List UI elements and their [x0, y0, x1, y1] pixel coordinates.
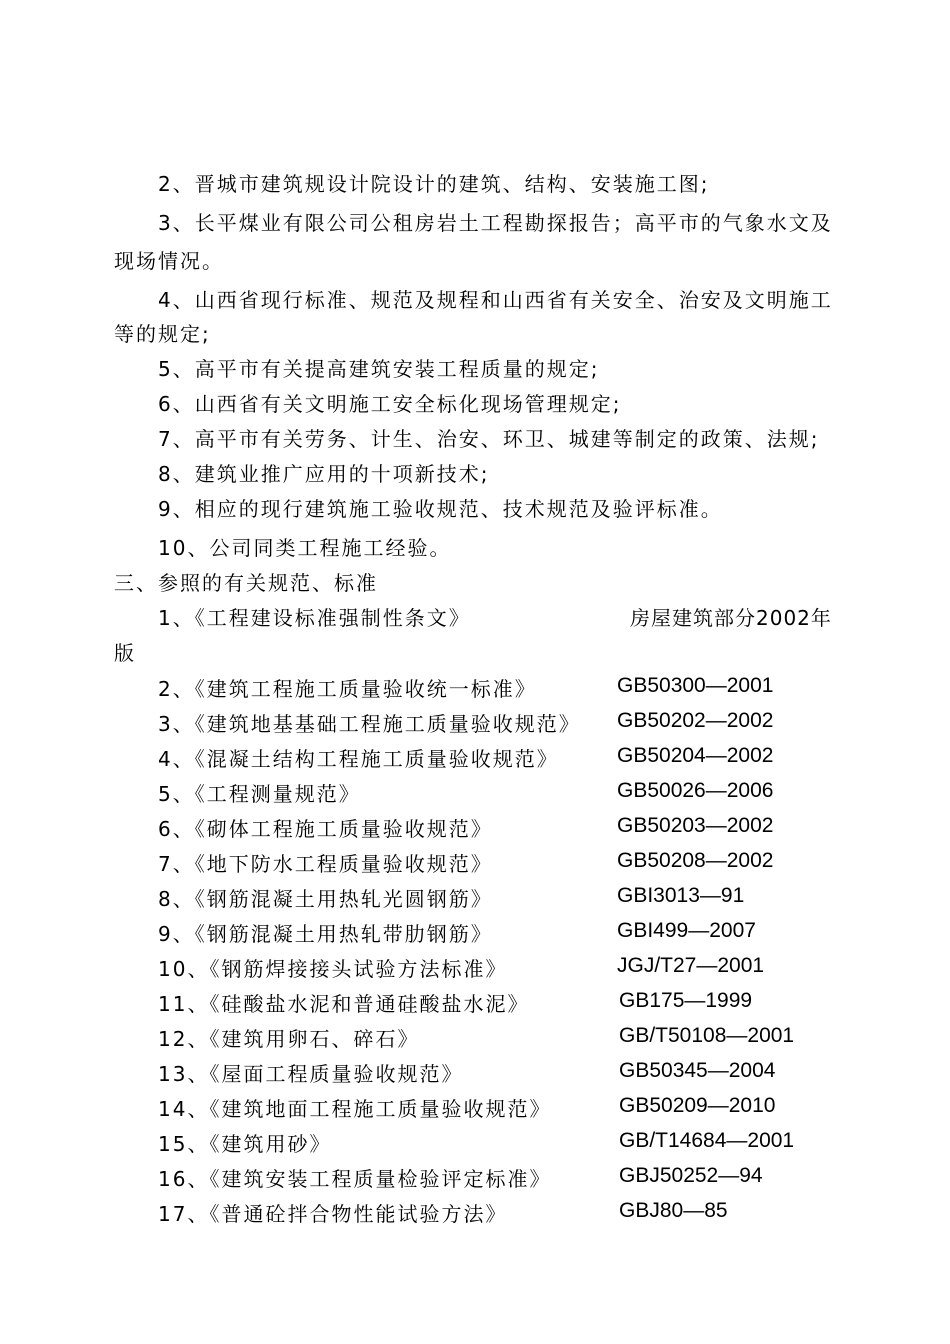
basis-item: 5、高平市有关提高建筑安装工程质量的规定;: [158, 357, 600, 381]
basis-item: 10、公司同类工程施工经验。: [158, 536, 452, 560]
standard-title: 11、《硅酸盐水泥和普通硅酸盐水泥》: [158, 992, 530, 1016]
standard-code: GB50345—2004: [619, 1059, 776, 1082]
basis-item: 7、高平市有关劳务、计生、治安、环卫、城建等制定的政策、法规;: [158, 427, 820, 451]
standard-title: 17、《普通砼拌合物性能试验方法》: [158, 1202, 508, 1226]
basis-item: 8、建筑业推广应用的十项新技术;: [158, 462, 490, 486]
basis-item: 6、山西省有关文明施工安全标化现场管理规定;: [158, 392, 622, 416]
standard-title: 1、《工程建设标准强制性条文》: [158, 606, 471, 630]
standard-title: 15、《建筑用砂》: [158, 1132, 332, 1156]
basis-item: 2、晋城市建筑规设计院设计的建筑、结构、安装施工图;: [158, 172, 710, 196]
standard-title: 4、《混凝土结构工程施工质量验收规范》: [158, 747, 559, 771]
basis-item: 3、长平煤业有限公司公租房岩土工程勘探报告；高平市的气象水文及: [158, 211, 833, 235]
standard-title: 2、《建筑工程施工质量验收统一标准》: [158, 677, 537, 701]
standard-code: GB50203—2002: [617, 814, 774, 837]
standard-title: 16、《建筑安装工程质量检验评定标准》: [158, 1167, 552, 1191]
standard-code: GB50208—2002: [617, 849, 774, 872]
standard-title: 10、《钢筋焊接接头试验方法标准》: [158, 957, 508, 981]
standard-code: GB175—1999: [619, 989, 753, 1012]
standard-code: 房屋建筑部分2002年: [630, 606, 832, 630]
basis-item: 9、相应的现行建筑施工验收规范、技术规范及验评标准。: [158, 497, 723, 521]
standard-code: GBJ80—85: [619, 1199, 728, 1222]
standard-title: 5、《工程测量规范》: [158, 782, 361, 806]
standard-code: GBJ50252—94: [619, 1164, 763, 1187]
basis-item-continuation: 等的规定;: [114, 322, 211, 346]
standard-title: 13、《屋面工程质量验收规范》: [158, 1062, 464, 1086]
standard-code: GB50202—2002: [617, 709, 774, 732]
standard-code: GB50209—2010: [619, 1094, 776, 1117]
basis-item-continuation: 现场情况。: [114, 249, 224, 273]
standard-continuation: 版: [114, 641, 136, 665]
standard-code: JGJ/T27—2001: [617, 954, 765, 977]
standard-title: 8、《钢筋混凝土用热轧光圆钢筋》: [158, 887, 493, 911]
standard-code: GB50300—2001: [617, 674, 774, 697]
standard-title: 14、《建筑地面工程施工质量验收规范》: [158, 1097, 552, 1121]
standard-title: 3、《建筑地基基础工程施工质量验收规范》: [158, 712, 581, 736]
standard-title: 6、《砌体工程施工质量验收规范》: [158, 817, 493, 841]
standard-code: GBI499—2007: [617, 919, 756, 942]
standard-code: GB/T50108—2001: [619, 1024, 795, 1047]
standard-title: 7、《地下防水工程质量验收规范》: [158, 852, 493, 876]
standard-title: 9、《钢筋混凝土用热轧带肋钢筋》: [158, 922, 493, 946]
section-heading: 三、参照的有关规范、标准: [114, 571, 378, 595]
standard-code: GBI3013—91: [617, 884, 745, 907]
standard-code: GB50026—2006: [617, 779, 774, 802]
standard-code: GB/T14684—2001: [619, 1129, 795, 1152]
basis-item: 4、山西省现行标准、规范及规程和山西省有关安全、治安及文明施工: [158, 288, 833, 312]
standard-title: 12、《建筑用卵石、碎石》: [158, 1027, 420, 1051]
standard-code: GB50204—2002: [617, 744, 774, 767]
